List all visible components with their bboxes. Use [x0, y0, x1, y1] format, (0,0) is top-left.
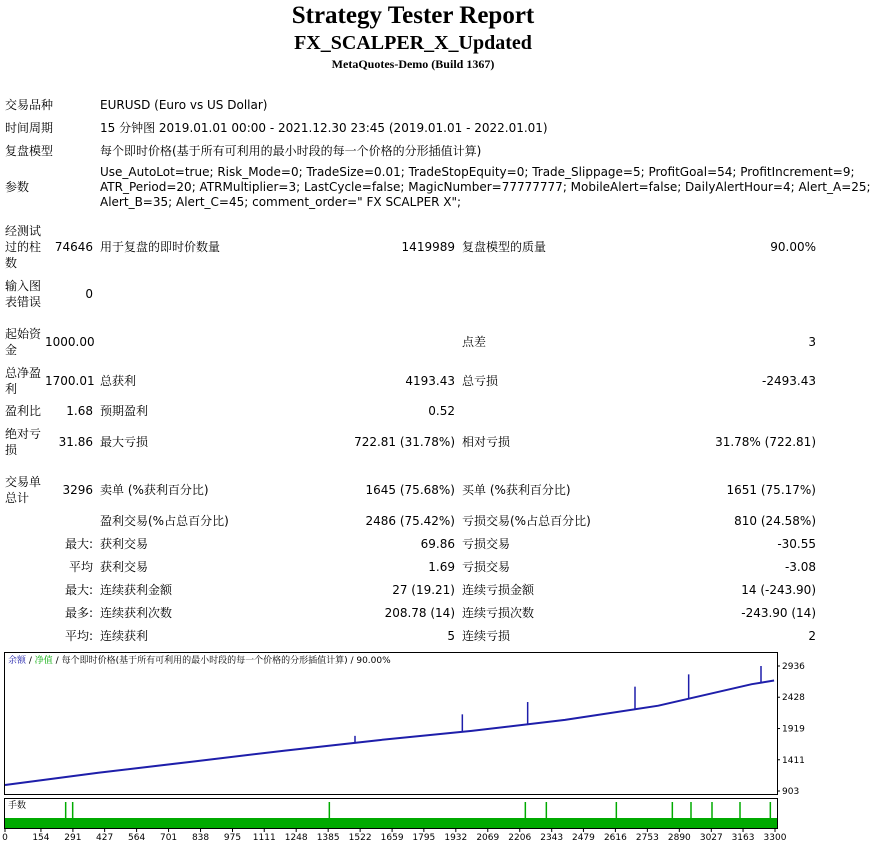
quality-value: 90.00%	[770, 240, 816, 254]
symbol-value: EURUSD (Euro vs US Dollar)	[100, 98, 268, 112]
long-positions-value: 1651 (75.17%)	[726, 483, 816, 497]
chart-plot-frame	[5, 653, 778, 795]
max-drawdown-value: 722.81 (31.78%)	[354, 435, 455, 449]
short-positions-value: 1645 (75.68%)	[365, 483, 455, 497]
x-tick-label: 1248	[284, 833, 308, 841]
ea-name: FX_SCALPER_X_Updated	[294, 32, 532, 54]
average-prefix: 平均	[68, 560, 93, 574]
avg-consec-losses-value: 2	[808, 629, 816, 643]
x-tick-label: 2343	[540, 833, 564, 841]
y-tick-label: 903	[782, 787, 800, 797]
legend-balance: 余额	[8, 656, 27, 666]
x-tick-label: 427	[96, 833, 114, 841]
bars-label-3: 数	[5, 256, 18, 270]
average-loss-label: 亏损交易	[462, 560, 511, 574]
loss-trades-label: 亏损交易(%占总百分比)	[462, 514, 591, 528]
profit-trades-value: 2486 (75.42%)	[365, 514, 455, 528]
errors-value: 0	[85, 287, 93, 301]
x-tick-label: 2479	[571, 833, 595, 841]
bars-label-1: 经测试	[5, 224, 42, 238]
avg-consec-wins-value: 5	[447, 629, 455, 643]
params-line-3: Alert_B=35; Alert_C=45; comment_order=" FX SCALPER X";	[100, 195, 462, 209]
x-tick-label: 1522	[348, 833, 372, 841]
model-value: 每个即时价格(基于所有可利用的最小时段的每一个价格的分形插值计算)	[100, 144, 482, 158]
loss-trades-value: 810 (24.58%)	[734, 514, 816, 528]
short-positions-label: 卖单 (%获利百分比)	[100, 483, 209, 497]
average-profit-value: 1.69	[428, 560, 455, 574]
x-tick-label: 0	[2, 833, 8, 841]
gross-profit-value: 4193.43	[405, 374, 455, 388]
abs-drawdown-label-2: 损	[5, 443, 18, 457]
server-build: MetaQuotes-Demo (Build 1367)	[331, 57, 495, 71]
volume-label: 手数	[8, 801, 27, 811]
max-consec-losses-label: 连续亏损金额	[462, 583, 535, 597]
max-consec-wins-label: 连续获利金额	[100, 583, 173, 597]
params-line-1: Use_AutoLot=true; Risk_Mode=0; TradeSize=0.01; TradeStopEquity=0; Trade_Slippage=5; ProfitGoal=54; ProfitIncrement=9;	[100, 165, 855, 179]
rel-drawdown-value: 31.78% (722.81)	[715, 435, 816, 449]
largest-loss-label: 亏损交易	[462, 537, 511, 551]
quality-label: 复盘模型的质量	[462, 240, 547, 254]
report-title: Strategy Tester Report	[291, 2, 535, 29]
x-tick-label: 291	[64, 833, 82, 841]
x-tick-label: 2069	[476, 833, 500, 841]
expected-payoff-value: 0.52	[428, 404, 455, 418]
max-consec-losses-value: 14 (-243.90)	[741, 583, 816, 597]
symbol-label: 交易品种	[5, 98, 54, 112]
x-tick-label: 975	[223, 833, 242, 841]
y-tick-label: 1411	[782, 755, 805, 766]
legend-sep-1: /	[26, 656, 35, 666]
x-tick-label: 3163	[731, 833, 755, 841]
gross-loss-label: 总亏损	[462, 374, 499, 388]
bars-label-2: 过的柱	[5, 240, 42, 254]
avg-consec-wins-label: 连续获利	[100, 629, 149, 643]
x-tick-label: 2753	[635, 833, 659, 841]
largest-prefix: 最大:	[64, 537, 93, 551]
gross-loss-value: -2493.43	[762, 374, 816, 388]
y-tick-label: 1919	[782, 724, 805, 735]
balance-chart	[4, 652, 822, 841]
long-positions-label: 买单 (%获利百分比)	[462, 483, 571, 497]
model-label: 复盘模型	[5, 144, 54, 158]
total-trades-label-1: 交易单	[5, 475, 42, 489]
max-consec-loss-value: -243.90 (14)	[741, 606, 816, 620]
abs-drawdown-label-1: 绝对亏	[5, 427, 42, 441]
total-trades-label-2: 总计	[5, 491, 30, 505]
legend-quality: 90.00%	[356, 656, 391, 666]
max-consec-profit-prefix: 最多:	[64, 606, 93, 620]
max-consec-wins-value: 27 (19.21)	[392, 583, 455, 597]
errors-label-1: 输入图	[5, 279, 42, 293]
x-tick-label: 1795	[412, 833, 436, 841]
x-tick-label: 838	[191, 833, 210, 841]
bars-value: 74646	[54, 240, 93, 254]
avg-consec-prefix: 平均:	[64, 629, 93, 643]
legend-model: 每个即时价格(基于所有可利用的最小时段的每一个价格的分形插值计算)	[61, 656, 348, 666]
profit-trades-label: 盈利交易(%占总百分比)	[100, 514, 229, 528]
average-loss-value: -3.08	[784, 560, 816, 574]
period-value: 15 分钟图 2019.01.01 00:00 - 2021.12.30 23:45 (2019.01.01 - 2022.01.01)	[100, 121, 548, 135]
largest-profit-label: 获利交易	[100, 537, 149, 551]
profit-factor-value: 1.68	[66, 404, 93, 418]
params-label: 参数	[5, 180, 30, 194]
volume-bars	[5, 818, 777, 828]
x-tick-label: 1659	[380, 833, 404, 841]
period-label: 时间周期	[5, 121, 54, 135]
max-drawdown-label: 最大亏损	[100, 435, 149, 449]
x-tick-label: 2616	[603, 833, 627, 841]
total-trades-value: 3296	[62, 483, 93, 497]
y-tick-label: 2428	[782, 693, 805, 704]
expected-payoff-label: 预期盈利	[100, 404, 149, 418]
x-tick-label: 1385	[316, 833, 340, 841]
x-tick-label: 1111	[252, 833, 276, 841]
legend-sep-2: /	[52, 656, 62, 666]
net-profit-label-1: 总净盈	[5, 366, 42, 380]
spread-value: 3	[808, 335, 816, 349]
y-tick-label: 2936	[782, 662, 805, 672]
x-tick-label: 3027	[699, 833, 723, 841]
ticks-value: 1419989	[401, 240, 455, 254]
x-tick-label: 2206	[508, 833, 532, 841]
largest-profit-value: 69.86	[420, 537, 455, 551]
x-tick-label: 154	[32, 833, 50, 841]
largest-loss-value: -30.55	[777, 537, 816, 551]
x-tick-label: 564	[128, 833, 146, 841]
abs-drawdown-value: 31.86	[58, 435, 93, 449]
x-tick-label: 701	[159, 833, 178, 841]
params-line-2: ATR_Period=20; ATRMultiplier=3; LastCycle=false; MagicNumber=77777777; MobileAlert=false; DailyAlertHour=4; Alert_A=25;	[100, 180, 871, 194]
max-consec-profit-value: 208.78 (14)	[384, 606, 455, 620]
errors-label-2: 表错误	[5, 295, 42, 309]
deposit-label-2: 金	[5, 343, 18, 357]
max-consec-loss-label: 连续亏损次数	[462, 606, 535, 620]
legend-equity: 净值	[34, 656, 53, 666]
spread-label: 点差	[462, 335, 487, 349]
avg-consec-losses-label: 连续亏损	[462, 629, 511, 643]
average-profit-label: 获利交易	[100, 560, 149, 574]
max-consec-prefix: 最大:	[64, 583, 93, 597]
deposit-value: 1000.00	[45, 335, 95, 349]
rel-drawdown-label: 相对亏损	[462, 435, 511, 449]
deposit-label-1: 起始资	[5, 327, 42, 341]
x-tick-label: 3300	[763, 833, 787, 841]
max-consec-profit-label: 连续获利次数	[100, 606, 173, 620]
legend-sep-3: /	[347, 656, 357, 666]
chart-legend	[8, 654, 391, 666]
net-profit-label-2: 利	[5, 382, 18, 396]
gross-profit-label: 总获利	[100, 374, 137, 388]
ticks-label: 用于复盘的即时价数量	[100, 240, 221, 254]
x-tick-label: 1932	[444, 833, 468, 841]
profit-factor-label: 盈利比	[5, 404, 42, 418]
x-tick-label: 2890	[667, 833, 691, 841]
net-profit-value: 1700.01	[45, 374, 95, 388]
